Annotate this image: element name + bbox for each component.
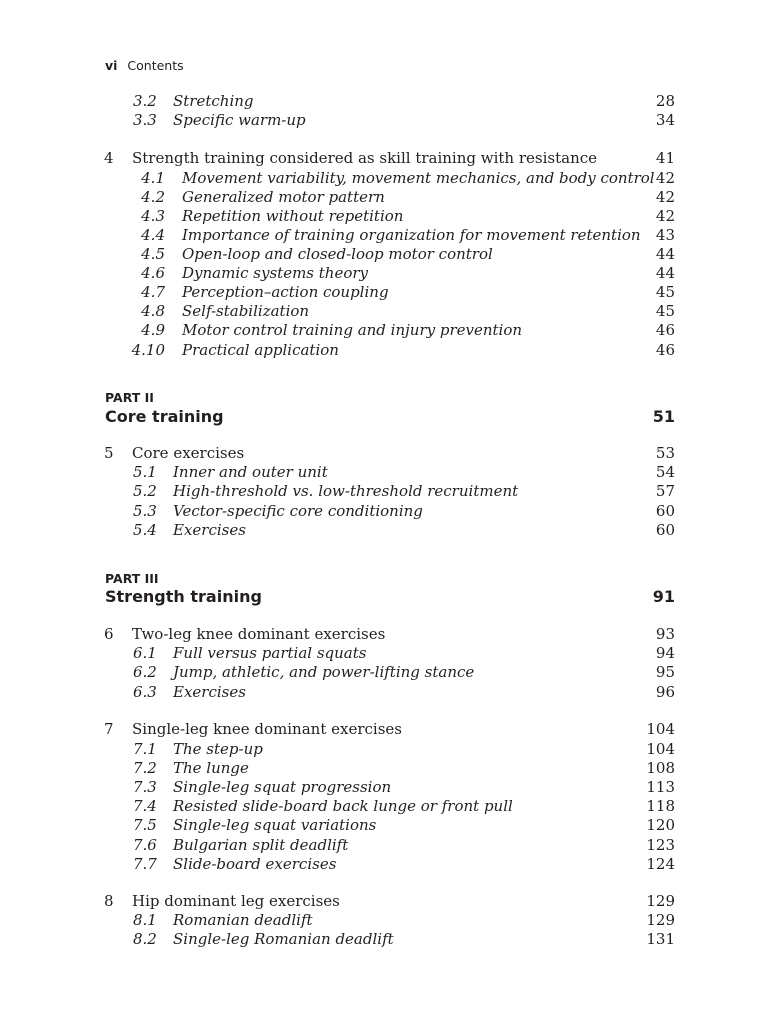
- toc-section-entry: [0, 836, 768, 855]
- page-number: 42: [655, 188, 675, 206]
- chapter-number: 7: [104, 720, 114, 738]
- section-title: Perception–action coupling: [182, 283, 389, 301]
- section-title: Single-leg squat variations: [173, 816, 377, 834]
- page-number: 46: [655, 341, 675, 359]
- section-title: Repetition without repetition: [182, 207, 404, 225]
- section-title: Specific warm-up: [173, 111, 306, 129]
- chapter-title: Strength training considered as skill training with resistance: [132, 149, 598, 167]
- chapter-number: 8: [104, 892, 114, 910]
- section-title: Bulgarian split deadlift: [173, 836, 349, 854]
- page-number: 123: [646, 836, 675, 854]
- part-heading: [105, 586, 675, 608]
- section-number: 4.10: [131, 341, 165, 359]
- toc-section-entry: [0, 188, 768, 207]
- section-number: 7.5: [133, 816, 157, 834]
- page-number: 131: [646, 930, 675, 948]
- toc-section-entry: [0, 740, 768, 759]
- toc-section-entry: [0, 521, 768, 540]
- section-number: 4.9: [141, 321, 165, 339]
- section-number: 5.2: [133, 482, 157, 500]
- section-title: Slide-board exercises: [173, 855, 337, 873]
- section-number: 4.4: [141, 226, 165, 244]
- section-title: Motor control training and injury prevention: [182, 321, 523, 339]
- page-number: 94: [655, 644, 675, 662]
- page-number: 53: [655, 444, 675, 462]
- section-number: 6.3: [133, 683, 157, 701]
- page-number: 93: [655, 625, 675, 643]
- toc-section-entry: [0, 759, 768, 778]
- toc-chapter-entry: [0, 892, 768, 911]
- page-number: 108: [646, 759, 675, 777]
- page-number: 42: [655, 169, 675, 187]
- toc-section-entry: [0, 911, 768, 930]
- toc-section-entry: [0, 283, 768, 302]
- chapter-number: 6: [104, 625, 114, 643]
- toc-section-entry: [0, 683, 768, 702]
- page-number: 113: [646, 778, 675, 796]
- toc-chapter-entry: [0, 149, 768, 168]
- section-title: Dynamic systems theory: [182, 264, 368, 282]
- section-title: Self-stabilization: [182, 302, 310, 320]
- section-title: Single-leg squat progression: [173, 778, 392, 796]
- page-number: 34: [655, 111, 675, 129]
- section-number: 6.2: [133, 663, 157, 681]
- toc-section-entry: [0, 302, 768, 321]
- section-title: Stretching: [173, 92, 254, 110]
- section-title: The lunge: [173, 759, 249, 777]
- page-number: 104: [646, 720, 675, 738]
- section-number: 7.6: [133, 836, 157, 854]
- section-title: Romanian deadlift: [173, 911, 313, 929]
- section-number: 8.1: [133, 911, 157, 929]
- chapter-title: Single-leg knee dominant exercises: [132, 720, 402, 738]
- page-number: 46: [655, 321, 675, 339]
- part-page-number: 51: [652, 407, 675, 426]
- toc-section-entry: [0, 644, 768, 663]
- chapter-title: Two-leg knee dominant exercises: [132, 625, 386, 643]
- toc-section-entry: [0, 816, 768, 835]
- toc-section-entry: [0, 226, 768, 245]
- section-number: 4.6: [141, 264, 165, 282]
- section-number: 7.3: [133, 778, 157, 796]
- section-number: 5.1: [133, 463, 157, 481]
- section-title: Exercises: [173, 683, 246, 701]
- page-number: 54: [655, 463, 675, 481]
- section-title: Jump, athletic, and power-lifting stance: [173, 663, 475, 681]
- page-number: 45: [655, 283, 675, 301]
- page-number: 45: [655, 302, 675, 320]
- section-number: 3.2: [133, 92, 157, 110]
- toc-section-entry: [0, 855, 768, 874]
- section-number: 4.5: [141, 245, 165, 263]
- chapter-number: 4: [104, 149, 114, 167]
- page-number: 95: [655, 663, 675, 681]
- section-title: Exercises: [173, 521, 246, 539]
- toc-section-entry: [0, 797, 768, 816]
- section-title: The step-up: [173, 740, 263, 758]
- toc-section-entry: [0, 207, 768, 226]
- page-number: 118: [646, 797, 675, 815]
- part-page-number: 91: [652, 587, 675, 606]
- section-number: 7.1: [133, 740, 157, 758]
- page-number: 44: [655, 245, 675, 263]
- section-number: 5.4: [133, 521, 157, 539]
- page-number: 129: [646, 892, 675, 910]
- page-number: 28: [655, 92, 675, 110]
- section-number: 7.4: [133, 797, 157, 815]
- section-title: Single-leg Romanian deadlift: [173, 930, 394, 948]
- section-title: High-threshold vs. low-threshold recruitment: [173, 482, 519, 500]
- section-title: Open-loop and closed-loop motor control: [182, 245, 493, 263]
- section-number: 7.7: [133, 855, 157, 873]
- part-label: PART III: [105, 571, 159, 586]
- toc-section-entry: [0, 663, 768, 682]
- section-title: Full versus partial squats: [173, 644, 367, 662]
- toc-section-entry: [0, 778, 768, 797]
- page-number: 124: [646, 855, 675, 873]
- part-title: Strength training: [105, 587, 262, 606]
- section-number: 6.1: [133, 644, 157, 662]
- section-number: 8.2: [133, 930, 157, 948]
- section-number: 4.2: [141, 188, 165, 206]
- toc-section-entry: [0, 264, 768, 283]
- section-title: Inner and outer unit: [173, 463, 328, 481]
- section-title: Movement variability, movement mechanics, and body control: [182, 169, 655, 187]
- toc-chapter-entry: [0, 625, 768, 644]
- page-number: vi: [105, 58, 118, 73]
- toc-section-entry: [0, 463, 768, 482]
- section-number: 5.3: [133, 502, 157, 520]
- running-title: Contents: [127, 58, 184, 73]
- toc-section-entry: [0, 321, 768, 340]
- section-title: Resisted slide-board back lunge or front pull: [173, 797, 513, 815]
- part-label: PART II: [105, 390, 154, 405]
- section-number: 4.1: [141, 169, 165, 187]
- section-number: 4.7: [141, 283, 165, 301]
- page-number: 42: [655, 207, 675, 225]
- section-title: Vector-specific core conditioning: [173, 502, 423, 520]
- page-number: 44: [655, 264, 675, 282]
- page-number: 120: [646, 816, 675, 834]
- section-title: Generalized motor pattern: [182, 188, 385, 206]
- page-number: 60: [655, 502, 675, 520]
- page-number: 57: [655, 482, 675, 500]
- chapter-title: Core exercises: [132, 444, 245, 462]
- page-number: 41: [655, 149, 675, 167]
- toc-chapter-entry: [0, 720, 768, 739]
- toc-section-entry: [0, 930, 768, 949]
- section-number: 7.2: [133, 759, 157, 777]
- page-number: 96: [655, 683, 675, 701]
- section-number: 4.8: [141, 302, 165, 320]
- part-heading: [105, 406, 675, 428]
- part-title: Core training: [105, 407, 224, 426]
- toc-section-entry: [0, 502, 768, 521]
- page-number: 60: [655, 521, 675, 539]
- page-number: 43: [655, 226, 675, 244]
- section-title: Practical application: [182, 341, 339, 359]
- page-number: 104: [646, 740, 675, 758]
- toc-chapter-entry: [0, 444, 768, 463]
- section-title: Importance of training organization for movement retention: [182, 226, 641, 244]
- toc-section-entry: [0, 169, 768, 188]
- chapter-number: 5: [104, 444, 114, 462]
- toc-section-entry: [0, 341, 768, 360]
- toc-section-entry: [0, 92, 768, 111]
- toc-section-entry: [0, 111, 768, 130]
- section-number: 4.3: [141, 207, 165, 225]
- chapter-title: Hip dominant leg exercises: [132, 892, 340, 910]
- toc-section-entry: [0, 482, 768, 501]
- section-number: 3.3: [133, 111, 157, 129]
- toc-section-entry: [0, 245, 768, 264]
- page-number: 129: [646, 911, 675, 929]
